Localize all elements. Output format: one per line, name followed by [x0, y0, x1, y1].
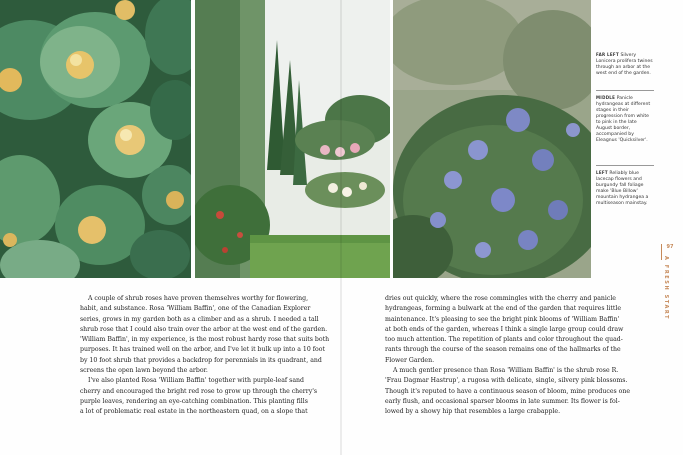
photo-blue-hydrangea [393, 0, 591, 278]
body-text-line: purple leaves, rendering an eye-catching combination. This planting fills [80, 397, 308, 405]
caption-text: Panicle hydrangeas at different stages in their progression from white to pink in the late August border, accompanied by Eleagnus 'Quicksilver'. [596, 96, 651, 143]
body-text-line: Flower Garden. [385, 356, 435, 364]
body-text-line: shrub rose that I could also train over the arbor at the west end of the garden. [80, 325, 328, 333]
running-footer [663, 244, 677, 320]
body-text-line: series, grows in my garden both as a climber and as a shrub. I needed a tall [80, 315, 319, 323]
body-text-line: maintenance. It's pleasing to see the bright pink blooms of 'William Baffin' [385, 315, 620, 323]
caption-lead: FAR LEFT [596, 52, 619, 57]
lonicera-image [0, 0, 191, 278]
caption-text: Silvery Lonicera prolifera twines through an arbor at the west end of the garden. [596, 53, 653, 76]
body-text-line: a lot of problematic real estate in the northeastern quad, on a slope that [80, 408, 308, 416]
body-text-line: habit, and substance. Rosa 'William Baffin', one of the Canadian Explorer [80, 305, 311, 313]
body-text-line: A much gentler presence than Rosa 'William Baffin' is the shrub rose R. [393, 367, 619, 375]
caption-text: Reliably blue lacecap flowers and burgundy fall foliage make 'Blue Billow' mountain hydrangea a multiseason mainstay. [596, 171, 649, 206]
body-text-line: I've also planted Rosa 'William Baffin' together with purple-leaf sand [88, 377, 304, 385]
body-text-line: lowed by a showy hip that resembles a large crabapple. [385, 408, 561, 416]
caption-left [596, 170, 654, 207]
runner-rule [661, 244, 662, 260]
caption-lead: LEFT [596, 170, 608, 175]
body-text-line: by 10 foot shrub that provides a backdrop for perennials in its quadrant, and [80, 356, 322, 364]
photo-garden-border [195, 0, 390, 278]
body-text-line: hydrangeas, forming a bulwark at the end of the garden that requires little [385, 305, 622, 313]
body-text-line: rants through the course of the season remains one of the hallmarks of the [385, 346, 621, 354]
page-number: 97 [666, 244, 674, 250]
body-text-line: dries out quickly, where the rose commingles with the cherry and panicle [385, 295, 616, 302]
body-text-line: screens the open lawn beyond the arbor. [80, 367, 208, 375]
caption-lead: MIDDLE [596, 95, 616, 100]
body-text-line: too much attention. The repetition of plants and color throughout the quad- [385, 336, 623, 344]
chapter-title: A FRESH START [663, 256, 669, 321]
body-text-line: 'William Baffin', in my experience, is the most robust hardy rose that suits both [80, 336, 330, 344]
garden-border-image [195, 0, 390, 278]
body-column-left [80, 294, 330, 418]
caption-divider [596, 165, 654, 166]
body-text-line: at both ends of the garden, whereas I think a single large group could draw [385, 325, 624, 333]
body-text-line: cherry and encouraged the bright red rose to grow up through the cherry's [80, 387, 318, 395]
blue-hydrangea-image [393, 0, 591, 278]
body-column-right [385, 294, 631, 418]
body-text-line: Though it's reputed to have a continuous season of bloom, mine produces one [385, 387, 631, 395]
body-text-line: 'Frau Dagmar Hastrup', a rugosa with delicate, single, silvery pink blossoms. [385, 377, 628, 385]
photo-lonicera [0, 0, 191, 278]
body-text-line: purposes. It has trained well on the arbor, and I've let it bulk up into a 10 foot [80, 346, 325, 354]
body-text-line: early flush, and occasional sparser blooms in late summer. Its flower is fol- [385, 397, 620, 405]
page-gutter [340, 0, 342, 455]
body-text-line: A couple of shrub roses have proven themselves worthy for flowering, [88, 295, 309, 302]
caption-far-left [596, 52, 654, 77]
caption-divider [596, 90, 654, 91]
caption-middle [596, 95, 654, 144]
